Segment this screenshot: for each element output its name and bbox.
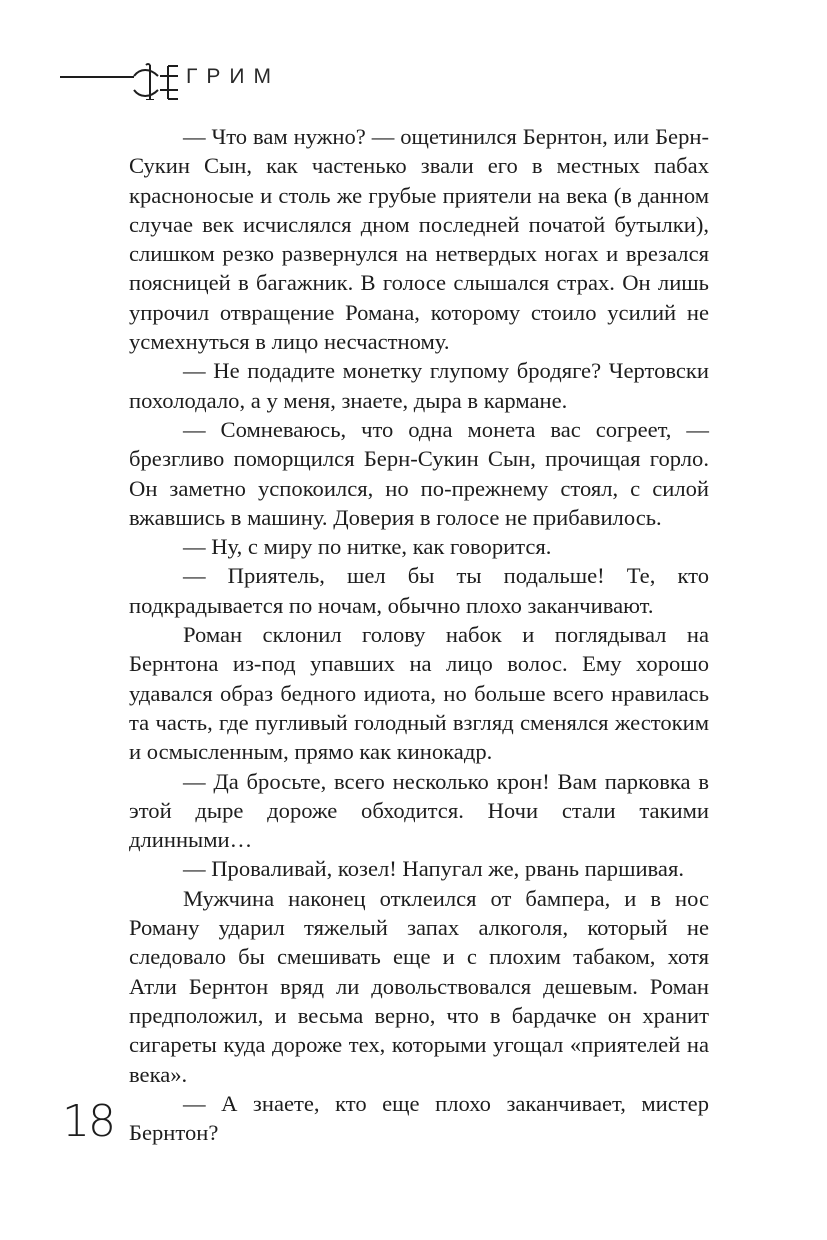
paragraph: — Ну, с миру по нитке, как говорится.: [183, 534, 552, 560]
paragraph: — Да бросьте, всего несколько крон! Вам парковка в этой дыре дороже обходится. Ночи стали такими длинными…: [129, 768, 709, 853]
body-text: [129, 122, 709, 1147]
paragraph: — Что вам нужно? — ощетинился Бернтон, или Берн-Сукин Сын, как частенько звали его в местных пабах красноносые и столь же грубые приятели на века (в данном случае век исчислялся дном последней початой бутылки), слишком резко развернулся на нетвердых ногах и врезался поясницей в багажник. В голосе слышался страх. Он лишь упрочил отвращение Романа, которому стоило усилий не усмехнуться в лицо несчастному.: [129, 124, 709, 355]
paragraph: — А знаете, кто еще плохо заканчивает, мистер Бернтон?: [129, 1090, 709, 1146]
page-number: 18: [62, 1096, 114, 1147]
paragraph: Мужчина наконец отклеился от бампера, и в нос Роману ударил тяжелый запах алкоголя, который не следовало бы смешивать еще и с плохим табаком, хотя Атли Бернтон вряд ли довольствовался дешевым. Роман предположил, и весьма верно, что в бардачке он хранит сигареты куда дороже тех, которыми угощал «приятелей на века».: [129, 885, 709, 1087]
running-header: [60, 56, 380, 100]
paragraph: — Приятель, шел бы ты подальше! Те, кто подкрадывается по ночам, обычно плохо заканчивают.: [129, 563, 709, 618]
paragraph: Роман склонил голову набок и поглядывал на Бернтона из-под упавших на лицо волос. Ему хорошо удавался образ бедного идиота, но больше всего нравилась та часть, где пугливый голодный взгляд сменялся жестоким и осмысленным, прямо как кинокадр.: [129, 622, 709, 765]
paragraph: — Сомневаюсь, что одна монета вас согреет, — брезгливо поморщился Берн-Сукин Сын, прочищая горло. Он заметно успокоился, но по-прежнему стоял, с силой вжавшись в машину. Доверия в голосе не прибавилось.: [129, 416, 709, 530]
book-title: ГРИМ: [186, 65, 280, 88]
paragraph: — Проваливай, козел! Напугал же, рвань паршивая.: [183, 856, 685, 882]
paragraph: — Не подадите монетку глупому бродяге? Чертовски похолодало, а у меня, знаете, дыра в кармане.: [129, 358, 709, 413]
